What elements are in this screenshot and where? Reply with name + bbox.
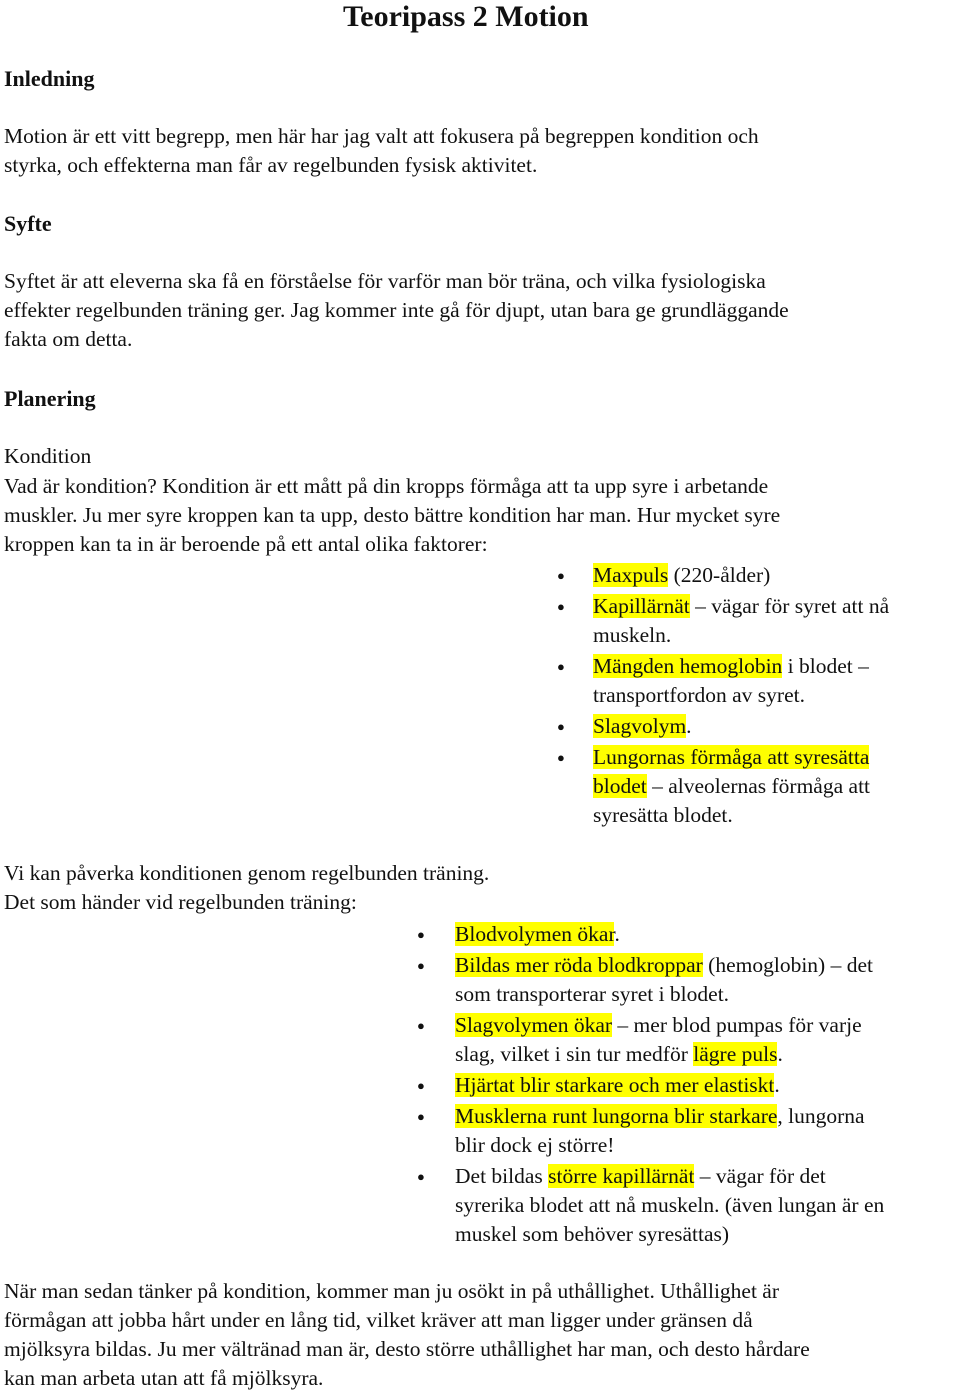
item-text: .	[614, 922, 620, 946]
highlight: Slagvolymen ökar	[455, 1013, 613, 1037]
heading-syfte: Syfte	[4, 211, 52, 236]
item-text: .	[686, 714, 692, 738]
syfte-line: Syftet är att eleverna ska få en förståelse för varför man bör träna, och vilka fysiologiska	[4, 269, 766, 293]
item-text: muskeln.	[593, 623, 672, 647]
syfte-line: effekter regelbunden träning ger. Jag kommer inte gå för djupt, utan bara ge grundläggande	[4, 298, 789, 322]
highlight: lägre puls	[693, 1042, 778, 1066]
list-item	[455, 920, 884, 949]
list-item	[593, 652, 889, 710]
effects-list	[455, 920, 884, 1249]
highlight: större kapillärnät	[548, 1164, 695, 1188]
heading-planering: Planering	[4, 386, 96, 411]
kondition-line: Vad är kondition? Kondition är ett mått på din kropps förmåga att ta upp syre i arbetande	[4, 474, 769, 498]
item-text: , lungorna	[777, 1104, 865, 1128]
item-text: i blodet –	[782, 654, 869, 678]
paragraph-line: När man sedan tänker på kondition, kommer man ju osökt in på uthållighet. Uthållighet är	[4, 1279, 780, 1303]
syfte-line: fakta om detta.	[4, 327, 133, 351]
item-text: Det bildas	[455, 1164, 549, 1188]
list-item	[593, 592, 889, 650]
document-title: Teoripass 2 Motion	[343, 0, 589, 33]
list-item	[593, 561, 889, 590]
highlight: Kapillärnät	[593, 594, 690, 618]
paragraph-line: Vi kan påverka konditionen genom regelbunden träning.	[4, 861, 490, 885]
factors-list	[593, 561, 889, 830]
highlight: Mängden hemoglobin	[593, 654, 783, 678]
highlight: blodet	[593, 774, 647, 798]
list-item	[455, 951, 884, 1009]
highlight: Hjärtat blir starkare och mer elastiskt	[455, 1073, 775, 1097]
highlight: Slagvolym	[593, 714, 687, 738]
syfte-paragraph	[4, 267, 789, 354]
item-text: – vägar för det	[694, 1164, 826, 1188]
highlight: Blodvolymen ökar	[455, 922, 615, 946]
inledning-line: styrka, och effekterna man får av regelbunden fysisk aktivitet.	[4, 153, 538, 177]
list-item	[593, 712, 889, 741]
item-text: blir dock ej större!	[455, 1133, 615, 1157]
list-item	[593, 743, 889, 830]
item-text: muskel som behöver syresättas)	[455, 1222, 730, 1246]
item-text: syrerika blodet att nå muskeln. (även lungan är en	[455, 1193, 885, 1217]
paragraph-line: mjölksyra bildas. Ju mer vältränad man är, desto större uthållighet har man, och desto hårdare	[4, 1337, 810, 1361]
inledning-paragraph	[4, 122, 759, 180]
list-item	[455, 1102, 884, 1160]
list-item	[455, 1071, 884, 1100]
item-text: .	[777, 1042, 783, 1066]
paragraph-line: kan man arbeta utan att få mjölksyra.	[4, 1366, 324, 1390]
final-paragraph	[4, 1277, 810, 1393]
item-text: syresätta blodet.	[593, 803, 733, 827]
heading-inledning: Inledning	[4, 66, 95, 91]
item-text: (hemoglobin) – det	[702, 953, 873, 977]
item-text: som transporterar syret i blodet.	[455, 982, 730, 1006]
highlight: Maxpuls	[593, 563, 669, 587]
item-text: (220-ålder)	[668, 563, 771, 587]
kondition-line: kroppen kan ta in är beroende på ett antal olika faktorer:	[4, 532, 488, 556]
item-text: .	[774, 1073, 780, 1097]
highlight: Lungornas förmåga att syresätta	[593, 745, 870, 769]
kondition-paragraph	[4, 472, 780, 559]
list-item	[455, 1162, 884, 1249]
item-text: – vägar för syret att nå	[689, 594, 890, 618]
highlight: Musklerna runt lungorna blir starkare	[455, 1104, 778, 1128]
kondition-line: muskler. Ju mer syre kroppen kan ta upp, desto bättre kondition har man. Hur mycket syre	[4, 503, 781, 527]
list-item	[455, 1011, 884, 1069]
subheading-kondition: Kondition	[4, 444, 92, 468]
item-text: slag, vilket i sin tur medför	[455, 1042, 694, 1066]
paragraph-line: Det som händer vid regelbunden träning:	[4, 890, 357, 914]
training-intro	[4, 859, 489, 917]
inledning-line: Motion är ett vitt begrepp, men här har jag valt att fokusera på begreppen kondition och	[4, 124, 759, 148]
paragraph-line: förmågan att jobba hårt under en lång tid, vilket kräver att man ligger under gränsen då	[4, 1308, 753, 1332]
item-text: – mer blod pumpas för varje	[612, 1013, 862, 1037]
item-text: – alveolernas förmåga att	[646, 774, 871, 798]
item-text: transportfordon av syret.	[593, 683, 805, 707]
highlight: Bildas mer röda blodkroppar	[455, 953, 703, 977]
